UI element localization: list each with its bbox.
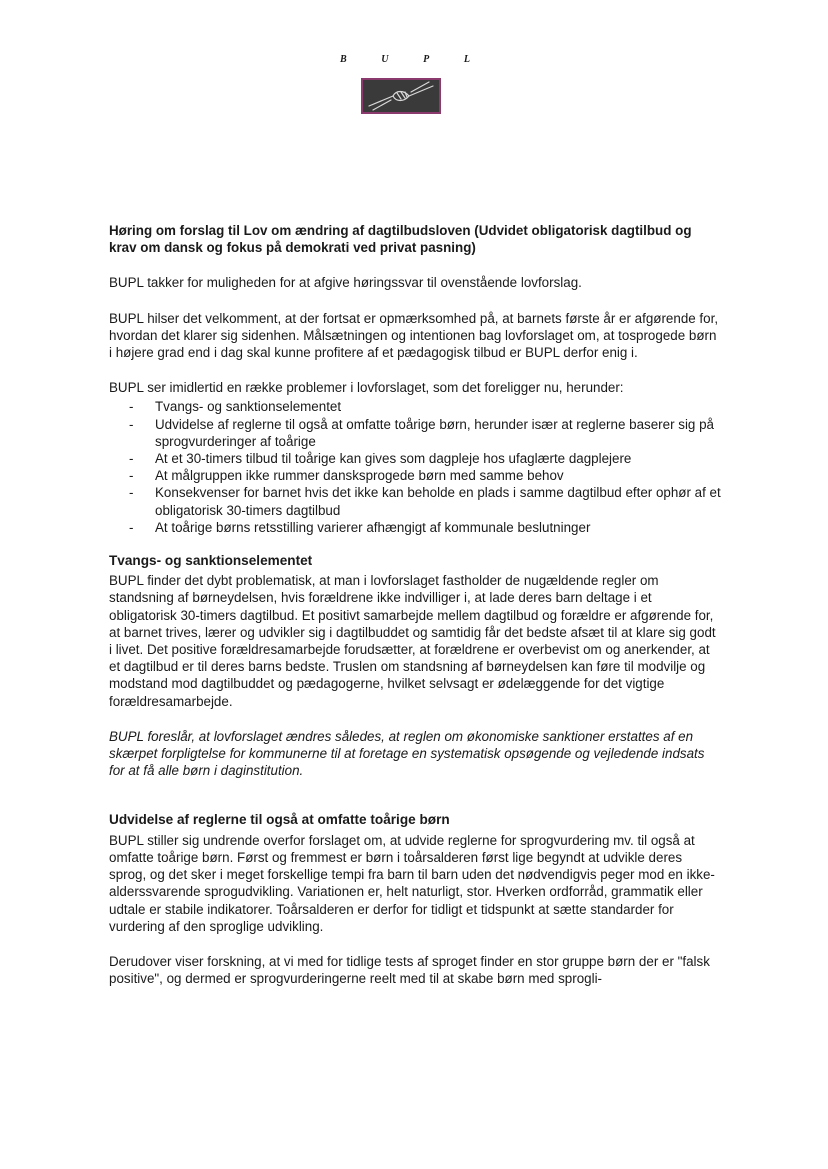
intro-paragraph: BUPL takker for muligheden for at afgive høringssvar til ovenstående lovforslag.: [109, 275, 582, 291]
logo-letters: [340, 54, 470, 65]
logo-letter-u: U: [381, 54, 389, 65]
logo-letter-p: P: [423, 54, 430, 65]
list-item: - Konsekvenser for barnet hvis det ikke kan beholde en plads i samme dagtilbud efter ophør af et obligatorisk 30-timers dagtilbud: [109, 484, 721, 518]
list-item: - Tvangs- og sanktionselementet: [109, 398, 721, 415]
document-title: Høring om forslag til Lov om ændring af dagtilbudsloven (Udvidet obligatorisk dagtilbud og krav om dansk og fokus på demokrati ved privat pasning): [109, 223, 692, 256]
research-paragraph: Derudover viser forskning, at vi med for tidlige tests af sproget finder en stor gruppe børn der er "falsk positive", og dermed er sprogvurderingerne reelt med til at skabe børn med sprogli-: [109, 953, 710, 987]
letter-body: [109, 222, 721, 987]
list-item: - At et 30-timers tilbud til toårige kan gives som dagpleje hos ufaglærte dagplejere: [109, 450, 721, 467]
logo: [361, 78, 441, 114]
list-item: - At målgruppen ikke rummer dansksprogede børn med samme behov: [109, 467, 721, 484]
logo-letter-l: L: [463, 54, 470, 65]
logo-letter-b: B: [340, 54, 347, 65]
list-item: - Udvidelse af reglerne til også at omfatte toårige børn, herunder især at reglerne baserer sig på sprogvurderinger af toårige: [109, 416, 721, 450]
list-item: - At toårige børns retsstilling varierer afhængigt af kommunale beslutninger: [109, 519, 721, 536]
handshake-icon: [363, 80, 439, 112]
section-body-two-year-olds: BUPL stiller sig undrende overfor forslaget om, at udvide reglerne for sprogvurdering mv. til også at omfatte toårige børn. Først og fremmest er børn i toårsalderen først lige begyndt at udvikle deres sprog, og det sker i meget forskellige tempi fra barn til barn uden det nødvendigvis peger mod en ikke-alderssvarende sprogudvikling. Variationen er, helt naturligt, stor. Hverken ordforråd, grammatik eller udtale er stabile indikatorer. Toårsalderen er derfor for tidligt et tidspunkt at sætte standarder for vurdering af den sproglige udvikling.: [109, 832, 715, 934]
problems-list: [109, 398, 721, 536]
section-heading-sanctions: Tvangs- og sanktionselementet: [109, 553, 313, 569]
problems-lead: BUPL ser imidlertid en række problemer i lovforslaget, som det foreligger nu, herunder:: [109, 380, 624, 396]
section-body-sanctions: BUPL finder det dybt problematisk, at man i lovforslaget fastholder de nugældende regler om standsning af børneydelsen, hvis forældrene ikke indvilliger i, at lade deres barn deltage i et obligatorisk 30-timers dagtilbud. Et positivt samarbejde mellem dagtilbud og forældre er afgørende for, at barnet trives, lærer og udvikler sig i dagtilbuddet og samtidig får det bedste afsæt til at klare sig godt i livet. Det positive forældresamarbejde forudsætter, at forældrene er overbevist om og anerkender, at et dagtilbud er til deres barns bedste. Truslen om standsning af børneydelsen kan føre til modvilje og modstand mod dagtilbuddet og pædagogerne, hvilket selvsagt er ødelæggende for det vigtige forældresamarbejde.: [109, 573, 716, 709]
welcome-paragraph: BUPL hilser det velkomment, at der fortsat er opmærksomhed på, at barnets første år er afgørende for, hvordan det klarer sig sidenhen. Målsætningen og intentionen bag lovforslaget om, at tosprogede børn i højere grad end i dag skal kunne profitere af et pædagogisk tilbud er BUPL derfor enig i.: [109, 310, 719, 361]
section-heading-two-year-olds: Udvidelse af reglerne til også at omfatte toårige børn: [109, 812, 450, 828]
proposal-paragraph: BUPL foreslår, at lovforslaget ændres således, at reglen om økonomiske sanktioner erstattes af en skærpet forpligtelse for kommunerne til at foretage en systematisk opsøgende og vejledende indsats for at få alle børn i daginstitution.: [109, 728, 705, 779]
